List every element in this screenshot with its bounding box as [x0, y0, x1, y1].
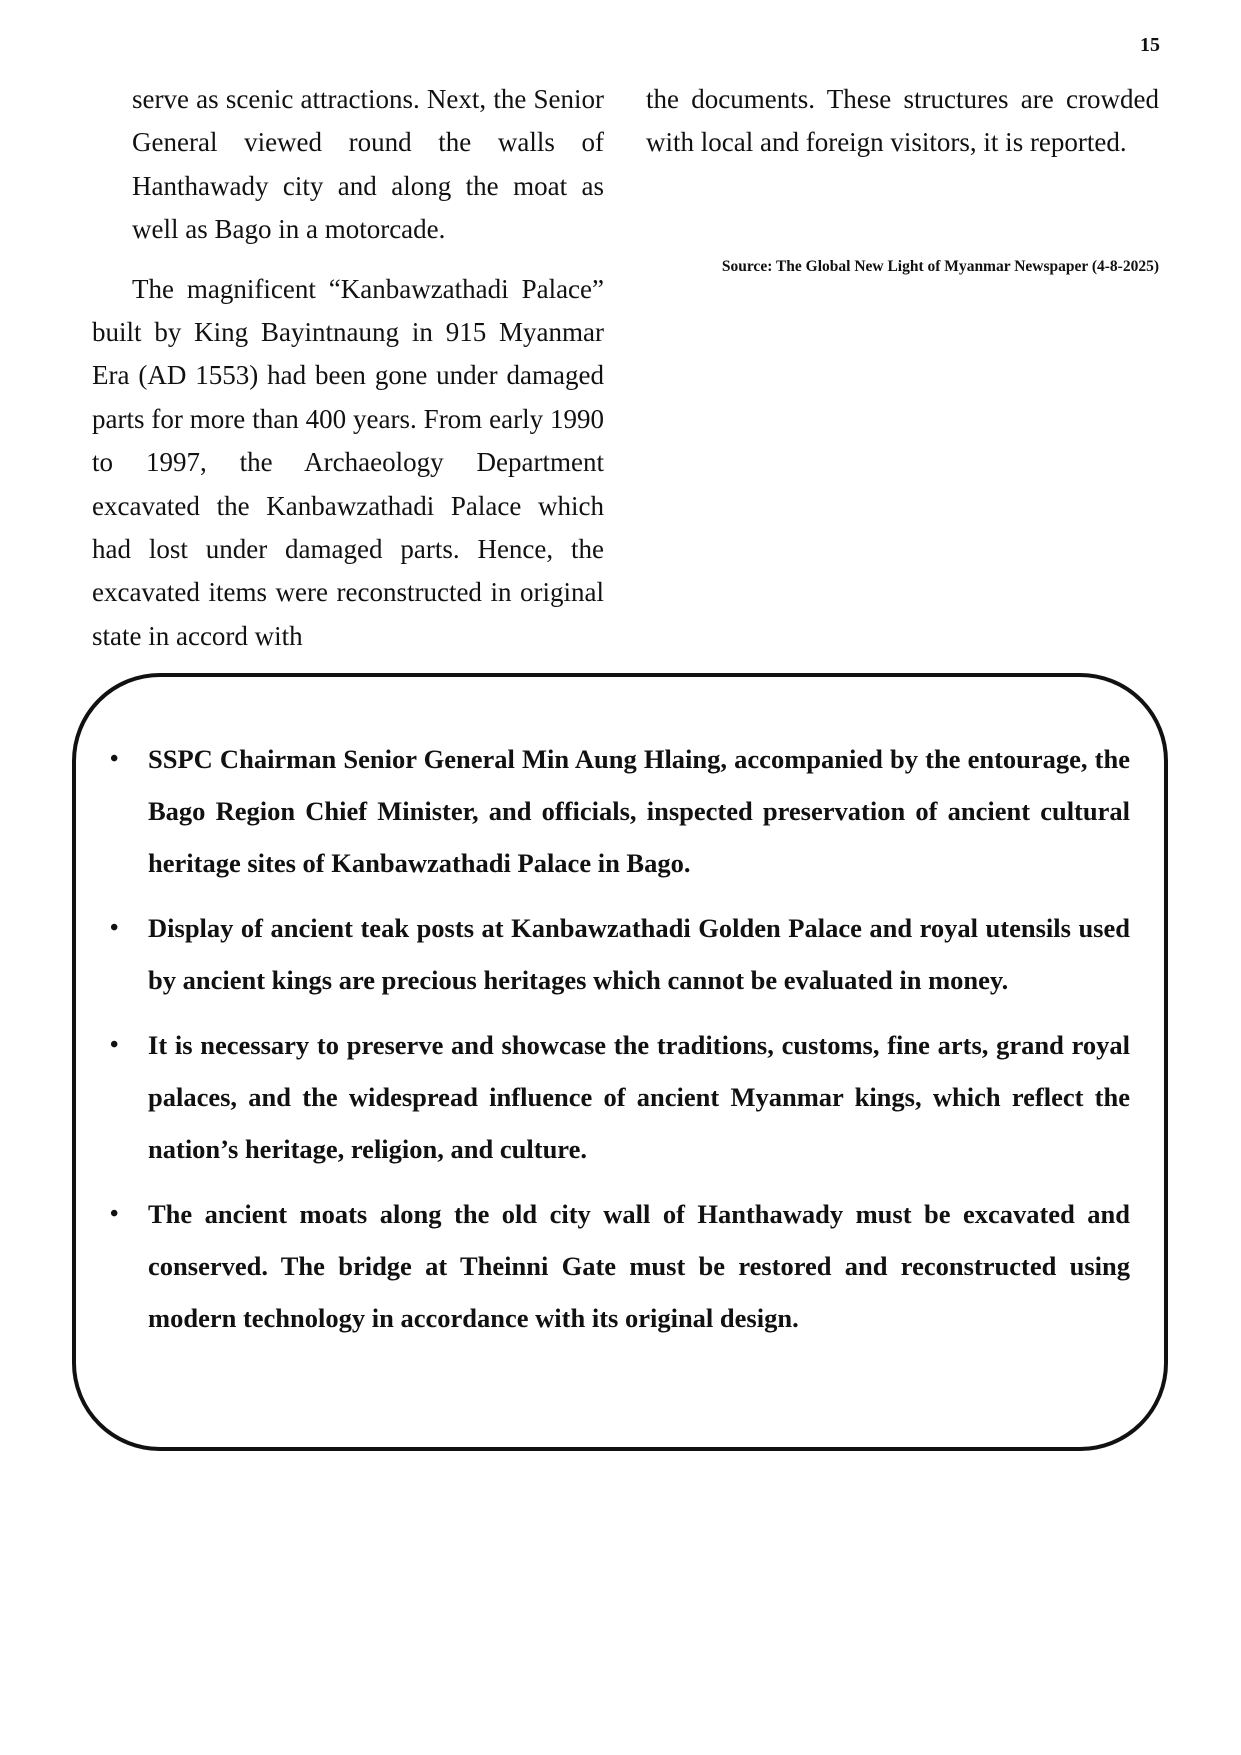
right-column: [646, 78, 1159, 165]
highlight-item: • The ancient moats along the old city wall of Hanthawady must be excavated and conserved. The bridge at Theinni Gate must be restored and reconstructed using modern technology in accordance with its original design.: [148, 1188, 1130, 1344]
highlight-item: • SSPC Chairman Senior General Min Aung Hlaing, accompanied by the entourage, the Bago Region Chief Minister, and officials, inspected preservation of ancient cultural heritage sites of Kanbawzathadi Palace in Bago.: [148, 733, 1130, 889]
highlight-item: • Display of ancient teak posts at Kanbawzathadi Golden Palace and royal utensils used by ancient kings are precious heritages which cannot be evaluated in money.: [148, 902, 1130, 1006]
highlight-item: • It is necessary to preserve and showcase the traditions, customs, fine arts, grand royal palaces, and the widespread influence of ancient Myanmar kings, which reflect the nation’s heritage, religion, and culture.: [148, 1019, 1130, 1175]
right-paragraph-1: the documents. These structures are crowded with local and foreign visitors, it is reported.: [646, 84, 1159, 158]
page-number: 15: [1140, 34, 1160, 56]
left-column: [92, 78, 604, 658]
source-citation: Source: The Global New Light of Myanmar Newspaper (4-8-2025): [721, 258, 1159, 275]
left-paragraph-1: serve as scenic attractions. Next, the Senior General viewed round the walls of Hanthawady city and along the moat as well as Bago in a motorcade.: [132, 84, 604, 245]
left-paragraph-2: The magnificent “Kanbawzathadi Palace” built by King Bayintnaung in 915 Myanmar Era (AD 1553) had been gone under damaged parts for more than 400 years. From early 1990 to 1997, the Archaeology Department excavated the Kanbawzathadi Palace which had lost under damaged parts. Hence, the excavated items were reconstructed in original state in accord with: [92, 273, 604, 651]
highlight-list: [148, 733, 1130, 1357]
